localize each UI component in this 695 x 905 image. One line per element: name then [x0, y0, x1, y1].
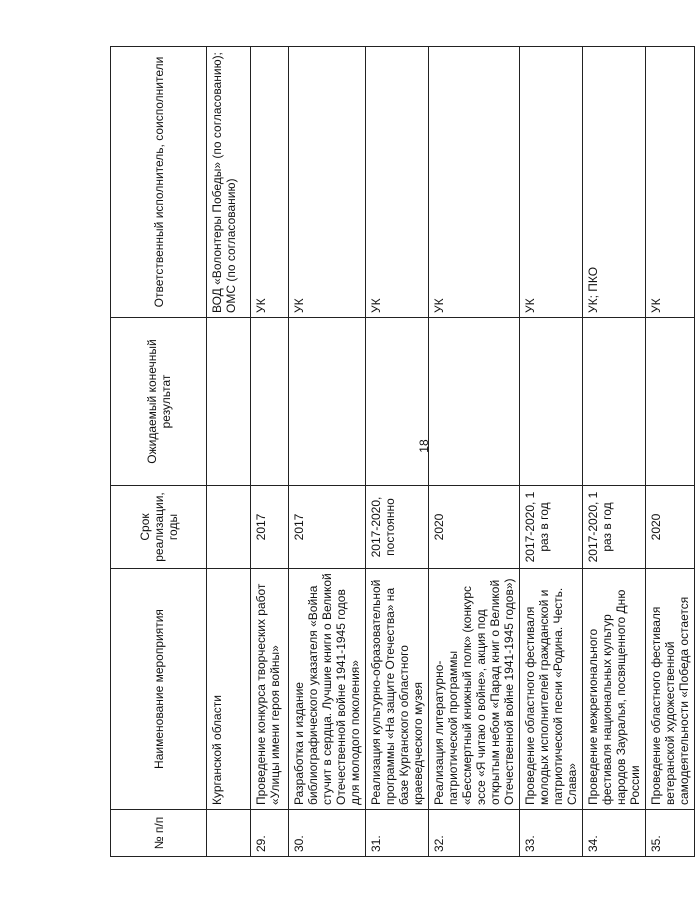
cell-responsible: УК: [366, 47, 429, 318]
cell-num: 35.: [646, 810, 695, 857]
header-term: Срок реализации, годы: [111, 486, 207, 569]
cell-responsible: УК: [251, 47, 289, 318]
cell-result: [251, 318, 289, 486]
cell-num: 31.: [366, 810, 429, 857]
cell-num: 29.: [251, 810, 289, 857]
rotated-page-content: [110, 47, 691, 857]
header-responsible: Ответственный исполнитель, соисполнители: [111, 47, 207, 318]
cell-name: Разработка и издание библиографического указателя «Война стучит в сердца. Лучшие книги о Великой Отечественной войне 1941-1945 годов для молодого поколения»: [289, 569, 366, 810]
cell-responsible: [207, 47, 251, 318]
cell-term: 2017-2020, постоянно: [366, 486, 429, 569]
responsible-line: ОМС (по согласованию): [224, 178, 238, 313]
table-row: [366, 47, 429, 857]
events-table: [110, 46, 695, 857]
cell-term: 2017: [251, 486, 289, 569]
cell-name: Проведение областного фестиваля ветеранской художественной самодеятельности «Победа остается: [646, 569, 695, 810]
cell-name: Реализация литературно-патриотической программы «Бессмертный книжный полк» (конкурс эссе «Я читаю о войне», акция под открытым небом «Парад книг о Великой Отечественной войне 1941-1945 годов»): [429, 569, 520, 810]
cell-responsible: УК: [429, 47, 520, 318]
cell-term: 2017: [289, 486, 366, 569]
cell-term: 2020: [429, 486, 520, 569]
cell-term: 2017-2020, 1 раз в год: [520, 486, 583, 569]
table-row: [289, 47, 366, 857]
cell-term: 2017-2020, 1 раз в год: [583, 486, 646, 569]
cell-result: [207, 318, 251, 486]
responsible-line: ВОД «Волонтеры Победы» (по согласованию);: [210, 52, 224, 313]
cell-term: [207, 486, 251, 569]
cell-result: [366, 318, 429, 486]
cell-responsible: УК: [646, 47, 695, 318]
cell-name: Курганской области: [207, 569, 251, 810]
cell-name: Проведение межрегионального фестиваля национальных культур народов Зауралья, посвященного Дню России: [583, 569, 646, 810]
cell-num: 32.: [429, 810, 520, 857]
cell-num: 34.: [583, 810, 646, 857]
continuation-row: [207, 47, 251, 857]
table-header-row: [111, 47, 207, 857]
table-row: [583, 47, 646, 857]
cell-name: Реализация культурно-образовательной программы «На защите Отечества» на базе Курганского областного краеведческого музея: [366, 569, 429, 810]
cell-num: 33.: [520, 810, 583, 857]
header-num: № п/п: [111, 810, 207, 857]
table-row: [520, 47, 583, 857]
table-row: [429, 47, 520, 857]
cell-num: 30.: [289, 810, 366, 857]
cell-name: Проведение конкурса творческих работ «Улицы имени героя войны»: [251, 569, 289, 810]
cell-result: [520, 318, 583, 486]
cell-result: [646, 318, 695, 486]
cell-name: Проведение областного фестиваля молодых исполнителей гражданской и патриотической песни «Родина. Честь. Слава»: [520, 569, 583, 810]
header-result: Ожидаемый конечный результат: [111, 318, 207, 486]
table-row: [251, 47, 289, 857]
table-row: [646, 47, 695, 857]
cell-result: [583, 318, 646, 486]
cell-responsible: УК: [289, 47, 366, 318]
page-number: 18: [417, 439, 431, 453]
cell-num: [207, 810, 251, 857]
header-name: Наименование мероприятия: [111, 569, 207, 810]
cell-responsible: УК; ПКО: [583, 47, 646, 318]
cell-responsible: УК: [520, 47, 583, 318]
cell-result: [289, 318, 366, 486]
cell-result: [429, 318, 520, 486]
cell-term: 2020: [646, 486, 695, 569]
